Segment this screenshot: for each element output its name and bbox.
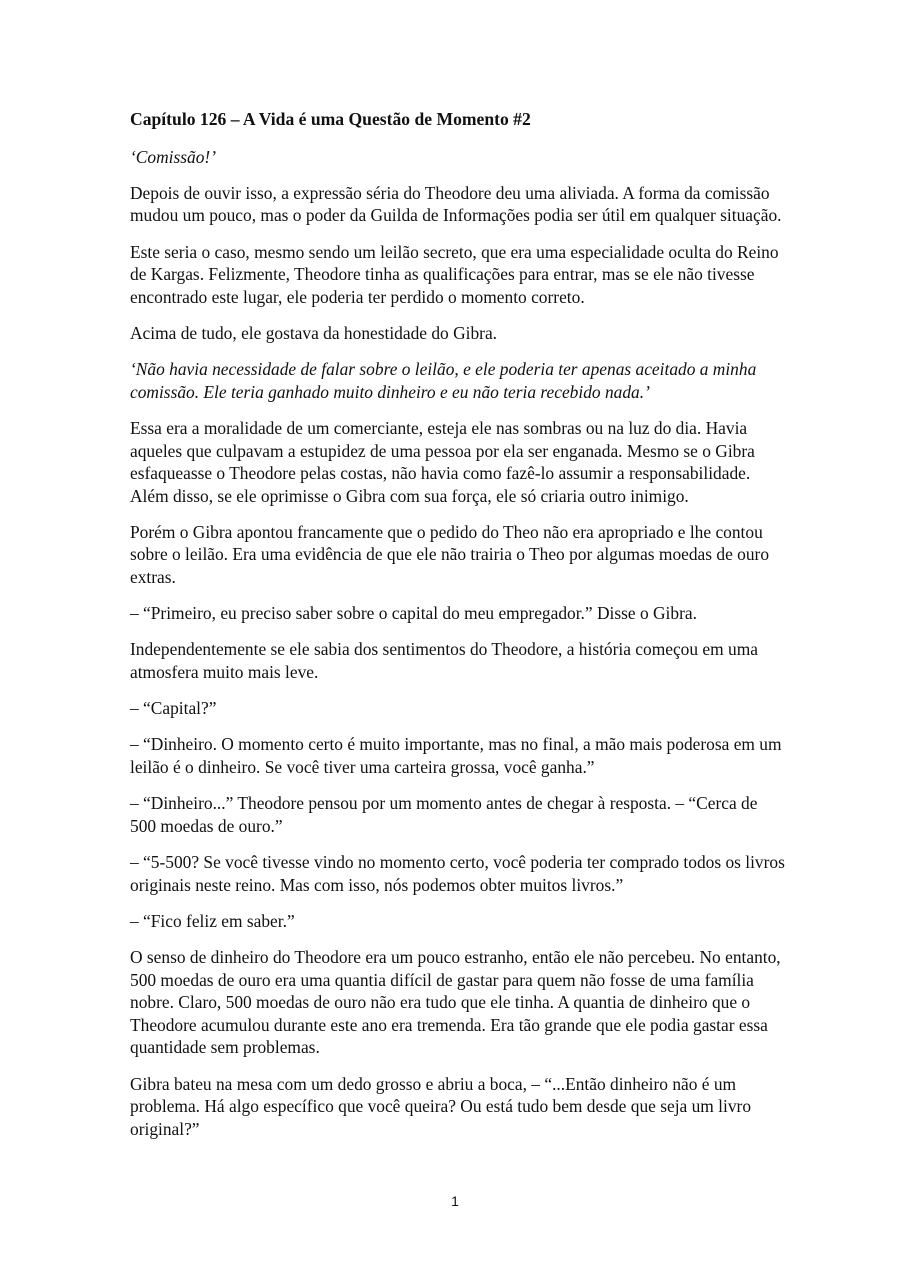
paragraph: – “Dinheiro. O momento certo é muito importante, mas no final, a mão mais poderosa em um leilão é o dinheiro. Se você tiver uma carteira grossa, você ganha.” bbox=[130, 734, 782, 777]
paragraph: Acima de tudo, ele gostava da honestidade do Gibra. bbox=[130, 322, 498, 343]
paragraph: Essa era a moralidade de um comerciante, esteja ele nas sombras ou na luz do dia. Havia aqueles que culpavam a estupidez de uma pessoa por ela ser enganada. Mesmo se o Gibra esfaqueasse o Theodore pelas costas, não havia como fazê-lo assumir a responsabilidade. Além disso, se ele oprimisse o Gibra com sua força, ele só criaria outro inimigo. bbox=[130, 417, 755, 506]
paragraph: – “5-500? Se você tivesse vindo no momento certo, você poderia ter comprado todos os livros originais neste reino. Mas com isso, nós podemos obter muitos livros.” bbox=[130, 851, 785, 895]
paragraph: ‘Não havia necessidade de falar sobre o leilão, e ele poderia ter apenas aceitado a minha comissão. Ele teria ganhado muito dinheiro e eu não teria recebido nada.’ bbox=[130, 359, 757, 402]
paragraph: – “Primeiro, eu preciso saber sobre o capital do meu empregador.” Disse o Gibra. bbox=[130, 603, 697, 624]
paragraph: ‘Comissão!’ bbox=[130, 146, 216, 167]
chapter-title: Capítulo 126 – A Vida é uma Questão de Momento #2 bbox=[130, 109, 531, 129]
paragraph: Depois de ouvir isso, a expressão séria do Theodore deu uma aliviada. A forma da comissão mudou um pouco, mas o poder da Guilda de Informações podia ser útil em qualquer situação. bbox=[130, 182, 782, 226]
page-number: 1 bbox=[451, 1193, 459, 1209]
document-page bbox=[130, 108, 785, 1154]
paragraph: Independentemente se ele sabia dos sentimentos do Theodore, a história começou em uma atmosfera muito mais leve. bbox=[130, 639, 758, 683]
paragraph: – “Dinheiro...” Theodore pensou por um momento antes de chegar à resposta. – “Cerca de 500 moedas de ouro.” bbox=[130, 793, 758, 836]
paragraph: – “Capital?” bbox=[130, 698, 217, 719]
paragraph: Gibra bateu na mesa com um dedo grosso e abriu a boca, – “...Então dinheiro não é um problema. Há algo específico que você queira? Ou está tudo bem desde que seja um livro original?” bbox=[130, 1073, 752, 1139]
paragraph: – “Fico feliz em saber.” bbox=[130, 910, 295, 931]
paragraph: O senso de dinheiro do Theodore era um pouco estranho, então ele não percebeu. No entanto, 500 moedas de ouro era uma quantia difícil de gastar para quem não fosse de uma família nobre. Claro, 500 moedas de ouro não era tudo que ele tinha. A quantia de dinheiro que o Theodore acumulou durante este ano era tremenda. Era tão grande que ele podia gastar essa quantidade sem problemas. bbox=[130, 946, 781, 1058]
paragraph: Porém o Gibra apontou francamente que o pedido do Theo não era apropriado e lhe contou sobre o leilão. Era uma evidência de que ele não trairia o Theo por algumas moedas de ouro extras. bbox=[130, 521, 770, 588]
paragraph: Este seria o caso, mesmo sendo um leilão secreto, que era uma especialidade oculta do Reino de Kargas. Felizmente, Theodore tinha as qualificações para entrar, mas se ele não tivesse encontrado este lugar, ele poderia ter perdido o momento correto. bbox=[130, 241, 779, 307]
